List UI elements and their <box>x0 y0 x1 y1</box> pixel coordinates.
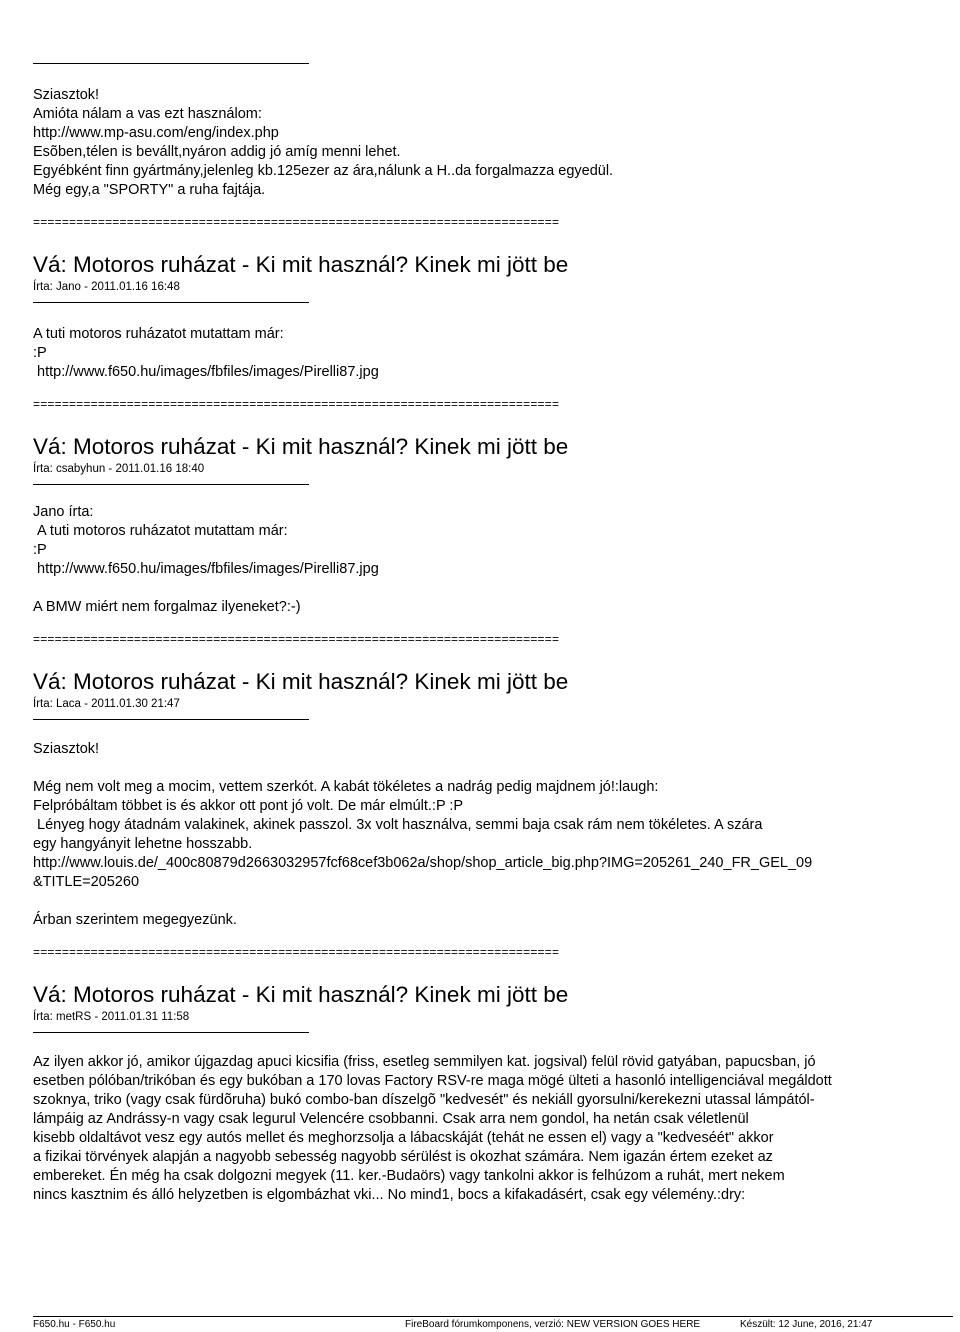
text-line <box>33 892 958 911</box>
post-title: Vá: Motoros ruházat - Ki mit használ? Kinek mi jött be <box>33 982 569 1007</box>
post <box>33 982 958 1205</box>
post-meta: Írta: csabyhun - 2011.01.16 18:40 <box>33 463 205 475</box>
text-line: Esõben,télen is bevállt,nyáron addig jó amíg menni lehet. <box>33 144 401 160</box>
footer-component: FireBoard fórumkomponens, verzió: NEW VERSION GOES HERE <box>405 1319 701 1330</box>
text-line: Sziasztok! <box>33 87 100 103</box>
text-line: Amióta nálam a vas ezt használom: <box>33 106 262 122</box>
page-footer <box>33 1316 953 1331</box>
post <box>33 252 958 382</box>
short-rule <box>33 719 309 720</box>
intro-body <box>33 86 958 200</box>
post-title: Vá: Motoros ruházat - Ki mit használ? Kinek mi jött be <box>33 669 569 694</box>
text-line: A tuti motoros ruházatot mutattam már: <box>33 326 284 342</box>
footer-generated: Készült: 12 June, 2016, 21:47 <box>740 1319 873 1330</box>
text-line: Lényeg hogy átadnám valakinek, akinek passzol. 3x volt használva, semmi baja csak rám nem tökéletes. A szára <box>33 817 763 833</box>
text-line <box>33 579 958 598</box>
post-body <box>33 1053 958 1205</box>
post-separator: ========================================================================= <box>33 397 560 411</box>
short-rule <box>33 484 309 485</box>
text-line: szoknya, triko (vagy csak fürdõruha) bukó combo-ban díszelgõ "kedvesét" és nekiáll gyorsulni/kerekezni utassal lámpától- <box>33 1092 815 1108</box>
text-line: A tuti motoros ruházatot mutattam már: <box>33 523 288 539</box>
text-line: :P <box>33 345 47 361</box>
text-line: egy hangyányit lehetne hosszabb. <box>33 836 253 852</box>
text-line: nincs kasztnim és álló helyzetben is elgombázhat vki... No mind1, bocs a kifakadásért, csak egy vélemény.:dry: <box>33 1187 746 1203</box>
text-line: Jano írta: <box>33 504 94 520</box>
text-line: Még egy,a "SPORTY" a ruha fajtája. <box>33 182 266 198</box>
text-line: kisebb oldaltávot vesz egy autós mellet és meghorzsolja a lábacskáját (tehát ne essen el) vagy a "kedveséét" akkor <box>33 1130 774 1146</box>
post-meta: Írta: Jano - 2011.01.16 16:48 <box>33 281 180 293</box>
post-separator: ========================================================================= <box>33 945 560 959</box>
post-separator: ========================================================================= <box>33 215 560 229</box>
post <box>33 669 958 930</box>
post-title: Vá: Motoros ruházat - Ki mit használ? Kinek mi jött be <box>33 252 569 277</box>
text-line: Még nem volt meg a mocim, vettem szerkót. A kabát tökéletes a nadrág pedig majdnem jó!:laugh: <box>33 779 659 795</box>
footer-site: F650.hu - F650.hu <box>33 1319 116 1330</box>
post-body <box>33 325 958 382</box>
short-rule <box>33 63 309 64</box>
text-line: A BMW miért nem forgalmaz ilyeneket?:-) <box>33 599 301 615</box>
text-line: http://www.mp-asu.com/eng/index.php <box>33 125 279 141</box>
post-meta: Írta: metRS - 2011.01.31 11:58 <box>33 1011 190 1023</box>
text-line: http://www.f650.hu/images/fbfiles/images/Pirelli87.jpg <box>33 364 379 380</box>
text-line <box>33 759 958 778</box>
post-meta: Írta: Laca - 2011.01.30 21:47 <box>33 698 180 710</box>
text-line: Az ilyen akkor jó, amikor újgazdag apuci kicsifia (friss, esetleg semmilyen kat. jogsival) felül rövid gatyában, papucsban, jó <box>33 1054 816 1070</box>
post <box>33 434 958 617</box>
text-line: esetben pólóban/trikóban és egy bukóban a 170 lovas Factory RSV-re maga mögé ülteti a hasonló intelligenciával megáldott <box>33 1073 832 1089</box>
short-rule <box>33 1032 309 1033</box>
post-separator: ========================================================================= <box>33 632 560 646</box>
text-line: Felpróbáltam többet is és akkor ott pont jó volt. De már elmúlt.:P :P <box>33 798 464 814</box>
post-title: Vá: Motoros ruházat - Ki mit használ? Kinek mi jött be <box>33 434 569 459</box>
text-line: http://www.f650.hu/images/fbfiles/images/Pirelli87.jpg <box>33 561 379 577</box>
text-line: lámpáig az Andrássy-n vagy csak legurul Velencére csobbanni. Csak arra nem gondol, ha netán csak véletlenül <box>33 1111 749 1127</box>
text-line: :P <box>33 542 47 558</box>
document-page <box>33 0 958 1205</box>
text-line: a fizikai törvények alapján a nagyobb sebesség nagyobb sérülést is okozhat számára. Nem igazán értem ezeket az <box>33 1149 773 1165</box>
post-body <box>33 503 958 617</box>
short-rule <box>33 302 309 303</box>
text-line: Sziasztok! <box>33 741 100 757</box>
text-line: http://www.louis.de/_400c80879d2663032957fcf68cef3b062a/shop/shop_article_big.php?IMG=205261_240_FR_GEL_09 <box>33 855 813 871</box>
text-line: &TITLE=205260 <box>33 874 140 890</box>
post-body <box>33 740 958 930</box>
text-line: Egyébként finn gyártmány,jelenleg kb.125ezer az ára,nálunk a H..da forgalmazza egyedül. <box>33 163 614 179</box>
text-line: Árban szerintem megegyezünk. <box>33 912 237 928</box>
text-line: embereket. Én még ha csak dolgozni megyek (11. ker.-Budaörs) vagy tankolni akkor is felhúzom a ruhát, mert nekem <box>33 1168 785 1184</box>
